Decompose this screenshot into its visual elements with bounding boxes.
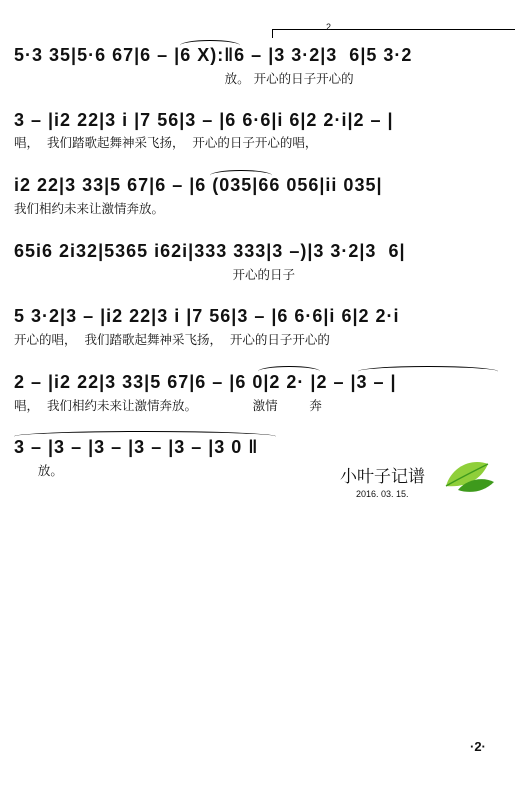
staff-line-3: i2 22|3 33|5 67|6 – |6 (035|66 056|ii 035|: [14, 175, 383, 195]
tie-slur: [258, 366, 320, 377]
lyric-line-6: 唱， 我们相约未来让激情奔放。 激情 奔: [14, 398, 322, 413]
page-number: ·2·: [470, 739, 486, 754]
staff-line-4: 65i6 2i32|5365 i62i|333 333|3 –)|3 3·2|3 6|: [14, 241, 406, 261]
tie-slur: [180, 40, 240, 51]
staff-line-6: 2 – |i2 22|3 33|5 67|6 – |6 0|2 2· |2 – |3 – |: [14, 372, 397, 392]
staff-line-5: 5 3·2|3 – |i2 22|3 i |7 56|3 – |6 6·6|i 6|2 2·i: [14, 306, 400, 326]
lyric-line-7: 放。: [14, 463, 63, 478]
staff-line-1: 5·3 35|5·6 67|6 – |6 X):‖6 – |3 3·2|3 6|5 3·2: [14, 45, 413, 65]
lyric-line-4: 开心的日子: [14, 267, 296, 282]
signature-date: 2016. 03. 15.: [356, 489, 409, 499]
tie-slur: [210, 170, 272, 181]
lyric-line-1: 放。 开心的日子开心的: [14, 71, 354, 86]
staff-line-7: 3 – |3 – |3 – |3 – |3 – |3 0 ‖: [14, 437, 259, 457]
leaf-icon: [442, 456, 496, 496]
transcriber-signature: 小叶子记谱: [340, 467, 425, 487]
volta-number: 2: [326, 22, 332, 32]
lyric-line-2: 唱， 我们踏歌起舞神采飞扬， 开心的日子开心的唱，: [14, 135, 318, 150]
tie-slur: [14, 431, 276, 442]
staff-line-2: 3 – |i2 22|3 i |7 56|3 – |6 6·6|i 6|2 2·i|2 – |: [14, 110, 394, 130]
lyric-line-5: 开心的唱， 我们踏歌起舞神采飞扬， 开心的日子开心的: [14, 332, 330, 347]
lyric-line-3: 我们相约未来让激情奔放。: [14, 201, 165, 216]
volta-bracket: [272, 29, 515, 38]
tie-slur: [358, 366, 498, 377]
